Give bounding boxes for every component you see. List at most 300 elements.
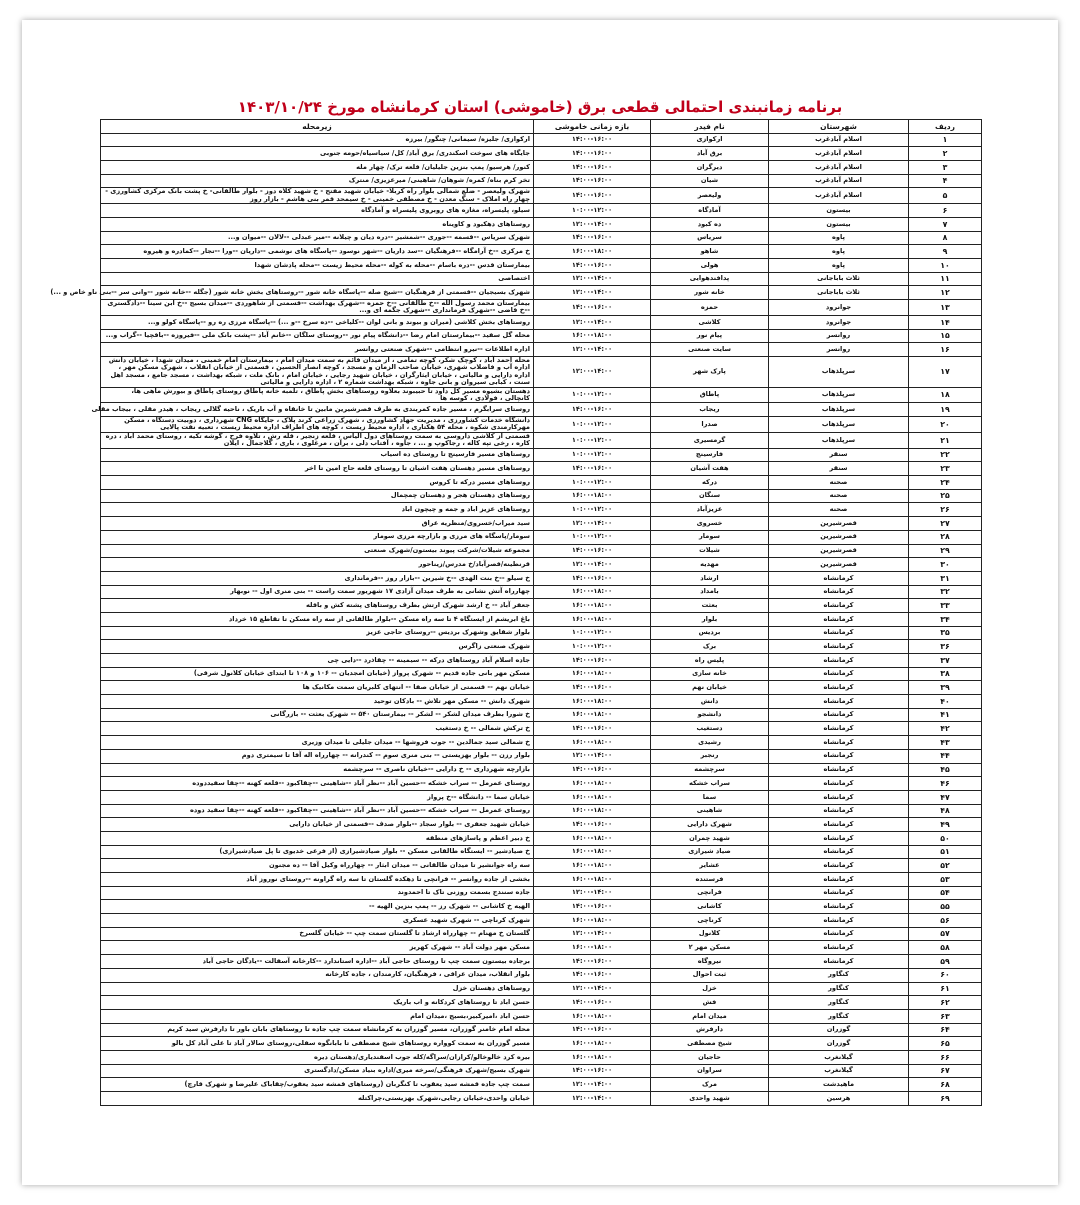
cell-subarea: بازارچه شهرداری -- خ دارایی --خیابان ناصری -- سرچشمه — [101, 763, 534, 777]
table-row — [101, 667, 982, 681]
cell-feeder: صیاد شیرازی — [651, 845, 769, 859]
cell-subarea: تخر کرم بناه/ کمره/ شوهان/ شاهینی/ میرعزیزی/ منترک — [101, 174, 534, 188]
cell-row-number: ۳۱ — [909, 571, 982, 585]
table-row — [101, 571, 982, 585]
cell-feeder: سریاس — [651, 231, 769, 245]
cell-subarea: مسکن مهر بانی جاده قدیم -- شهرک پرواز (خیابان امجدیان -- ۱۰۶ و ۱۰۸ تا ابتدای خیابان کلانول شرقی) — [101, 667, 534, 681]
cell-feeder: دستغیب — [651, 722, 769, 736]
cell-feeder: مرک — [651, 1078, 769, 1092]
cell-subarea: خیابان سما -- دانشگاه --خ پرواز — [101, 790, 534, 804]
cell-subarea: الهیه خ کاشانی -- شهرک رز -- پمپ بنزین الهیه -- — [101, 900, 534, 914]
cell-subarea: اختصاصی — [101, 272, 534, 286]
cell-subarea: گلستان خ مهنام -- چهارراه ارشاد تا گلستان سمت چپ -- خیابان گلسرخ — [101, 927, 534, 941]
cell-subarea: خ سیلو --خ بنت الهدی --خ شیرین --بازار روز --فرمانداری — [101, 571, 534, 585]
cell-row-number: ۴۶ — [909, 777, 982, 791]
cell-feeder: بعثت — [651, 599, 769, 613]
cell-city: کرمانشاه — [769, 790, 909, 804]
table-row — [101, 640, 982, 654]
cell-feeder: دانشجو — [651, 708, 769, 722]
cell-row-number: ۴۱ — [909, 708, 982, 722]
cell-city: کرمانشاه — [769, 571, 909, 585]
cell-time-range: ۱۴:۰۰-۱۶:۰۰ — [534, 722, 651, 736]
cell-time-range: ۱۶:۰۰-۱۸:۰۰ — [534, 736, 651, 750]
cell-city: بیستون — [769, 204, 909, 218]
table-row — [101, 1037, 982, 1051]
column-header-feeder: نام فیدر — [651, 120, 769, 134]
cell-feeder: خانه سازی — [651, 667, 769, 681]
cell-row-number: ۶۷ — [909, 1064, 982, 1078]
cell-subarea: بخشی از جاده روانسر -- فرانچی تا دهکده گلستان تا سه راه گراونه --روستای نوروز آباد — [101, 873, 534, 887]
table-row — [101, 914, 982, 928]
cell-feeder: هولی — [651, 259, 769, 273]
cell-row-number: ۲۵ — [909, 489, 982, 503]
cell-feeder: سایت صنعتی — [651, 343, 769, 357]
table-row — [101, 749, 982, 763]
table-row — [101, 300, 982, 316]
cell-city: کرمانشاه — [769, 763, 909, 777]
cell-row-number: ۴۰ — [909, 695, 982, 709]
cell-subarea: سیلو، پلیسراه، مغازه های روبروی پلیسراه و آمادگاه — [101, 204, 534, 218]
cell-row-number: ۶۲ — [909, 996, 982, 1010]
cell-time-range: ۱۲:۰۰-۱۴:۰۰ — [534, 558, 651, 572]
cell-row-number: ۳۷ — [909, 654, 982, 668]
cell-time-range: ۱۴:۰۰-۱۶:۰۰ — [534, 133, 651, 147]
table-row — [101, 462, 982, 476]
cell-time-range: ۱۰:۰۰-۱۲:۰۰ — [534, 432, 651, 448]
cell-city: کرمانشاه — [769, 941, 909, 955]
cell-subarea: مجموعه شیلات/شرکت پیوند بیستون/شهرک صنعتی — [101, 544, 534, 558]
cell-feeder: رنجبر — [651, 749, 769, 763]
cell-row-number: ۵۵ — [909, 900, 982, 914]
cell-row-number: ۴۳ — [909, 736, 982, 750]
cell-feeder: سما — [651, 790, 769, 804]
cell-subarea: شهرک کرناچی -- شهرک شهید عسکری — [101, 914, 534, 928]
cell-feeder: حمزه — [651, 300, 769, 316]
cell-row-number: ۵۱ — [909, 845, 982, 859]
cell-subarea: شهرک دانش -- مسکن مهر تلاش -- بادکان توحید — [101, 695, 534, 709]
cell-time-range: ۱۴:۰۰-۱۶:۰۰ — [534, 174, 651, 188]
table-row — [101, 1023, 982, 1037]
cell-feeder: ارشاد — [651, 571, 769, 585]
cell-subarea: روستاهای مسیر دهستان هفت اشیان تا روستای قلعه حاج امین تا اخر — [101, 462, 534, 476]
table-row — [101, 188, 982, 204]
cell-city: قصرشیرین — [769, 530, 909, 544]
cell-city: کرمانشاه — [769, 900, 909, 914]
column-header-city: شهرستان — [769, 120, 909, 134]
cell-feeder: کاشانی — [651, 900, 769, 914]
cell-time-range: ۱۲:۰۰-۱۴:۰۰ — [534, 982, 651, 996]
table-row — [101, 231, 982, 245]
table-row — [101, 448, 982, 462]
table-row — [101, 1009, 982, 1023]
cell-subarea: بیمارستان محمد رسول الله --خ طالقانی --خ حمزه --شهرک بهداشت --قسمتی از شاهوردی --میدان بسیج --خ ابن سینا --دادگستری --خ قاضی --شهرک فرمانداری --شهرک جگمه ای و... — [101, 300, 534, 316]
cell-row-number: ۳۶ — [909, 640, 982, 654]
cell-city: کنگاور — [769, 996, 909, 1010]
cell-city: اسلام آبادغرب — [769, 174, 909, 188]
cell-time-range: ۱۲:۰۰-۱۴:۰۰ — [534, 217, 651, 231]
cell-row-number: ۱۳ — [909, 300, 982, 316]
cell-row-number: ۵۹ — [909, 955, 982, 969]
cell-feeder: شاهو — [651, 245, 769, 259]
cell-feeder: فرستنده — [651, 873, 769, 887]
cell-feeder: شیلات — [651, 544, 769, 558]
cell-feeder: خیابان نهم — [651, 681, 769, 695]
cell-city: کرمانشاه — [769, 845, 909, 859]
cell-city: کرمانشاه — [769, 667, 909, 681]
cell-feeder: ارکوازی — [651, 133, 769, 147]
cell-row-number: ۵۶ — [909, 914, 982, 928]
cell-feeder: پاطاق — [651, 387, 769, 403]
cell-feeder: فش — [651, 996, 769, 1010]
cell-time-range: ۱۴:۰۰-۱۶:۰۰ — [534, 996, 651, 1010]
cell-subarea: خ مرکزی --خ آرامگاه --فرهنگیان --سد داریان --شهر نوسود --پاسگاه های نوشمی --داریان --ورا --تجار --کمادره و هیروه — [101, 245, 534, 259]
table-row — [101, 286, 982, 300]
cell-time-range: ۱۶:۰۰-۱۸:۰۰ — [534, 329, 651, 343]
table-row — [101, 476, 982, 490]
cell-time-range: ۱۴:۰۰-۱۶:۰۰ — [534, 462, 651, 476]
cell-time-range: ۱۲:۰۰-۱۴:۰۰ — [534, 927, 651, 941]
cell-time-range: ۱۰:۰۰-۱۲:۰۰ — [534, 387, 651, 403]
table-row — [101, 329, 982, 343]
cell-row-number: ۲۰ — [909, 417, 982, 433]
cell-time-range: ۱۲:۰۰-۱۴:۰۰ — [534, 749, 651, 763]
cell-city: پاوه — [769, 231, 909, 245]
cell-time-range: ۱۶:۰۰-۱۸:۰۰ — [534, 914, 651, 928]
table-row — [101, 695, 982, 709]
cell-row-number: ۵۴ — [909, 886, 982, 900]
cell-row-number: ۱۶ — [909, 343, 982, 357]
cell-feeder: میدان امام — [651, 1009, 769, 1023]
cell-row-number: ۳۰ — [909, 558, 982, 572]
cell-feeder: سراوان — [651, 1064, 769, 1078]
cell-row-number: ۴۲ — [909, 722, 982, 736]
cell-city: کرمانشاه — [769, 777, 909, 791]
cell-feeder: کرناچی — [651, 914, 769, 928]
table-row — [101, 417, 982, 433]
cell-feeder: ریجاب — [651, 403, 769, 417]
cell-subarea: روستاهای دهستان خزل — [101, 982, 534, 996]
cell-row-number: ۴۷ — [909, 790, 982, 804]
cell-city: سرپلذهاب — [769, 432, 909, 448]
cell-subarea: بلوار رزن -- بلوار بهزیستی -- بنی منری سوم -- کندرانه -- چهارراه اله آقا تا سیمتری دوم — [101, 749, 534, 763]
table-row — [101, 489, 982, 503]
cell-feeder: مسکن مهر ۲ — [651, 941, 769, 955]
cell-subarea: شهرک بسیج/شهرک فرهنگی/سرخه میری/اداره بنیاد مسکن/دادگستری — [101, 1064, 534, 1078]
cell-row-number: ۳ — [909, 161, 982, 175]
table-row — [101, 1050, 982, 1064]
cell-time-range: ۱۴:۰۰-۱۶:۰۰ — [534, 654, 651, 668]
cell-feeder: دانش — [651, 695, 769, 709]
cell-subarea: دهستان بشیوه مسیر کل داود تا حبیبوند بعلاوه روستاهای بخش پاطاق ، تلمبه خانه پاطاق روستای پاطاق و بیورش ماهی ها، کانچالی ، فولادی ، کوسه ها — [101, 387, 534, 403]
cell-city: هرسین — [769, 1092, 909, 1106]
cell-row-number: ۲۲ — [909, 448, 982, 462]
cell-subarea: کنور/ هرسیو/ پمپ بنزین جلیلیان/ قلعه ترک/ چهار مله — [101, 161, 534, 175]
cell-subarea: روستاهای دهستان هجر و دهستان چمچمال — [101, 489, 534, 503]
table-header-row — [101, 120, 982, 134]
cell-city: کرمانشاه — [769, 818, 909, 832]
cell-feeder: نیروگاه — [651, 955, 769, 969]
table-row — [101, 654, 982, 668]
cell-row-number: ۱۴ — [909, 315, 982, 329]
table-row — [101, 790, 982, 804]
cell-feeder: صدرا — [651, 417, 769, 433]
schedule-table — [50, 119, 982, 1106]
cell-row-number: ۲۱ — [909, 432, 982, 448]
cell-time-range: ۱۰:۰۰-۱۲:۰۰ — [534, 626, 651, 640]
cell-city: قصرشیرین — [769, 517, 909, 531]
cell-city: کرمانشاه — [769, 736, 909, 750]
cell-city: پاوه — [769, 245, 909, 259]
table-row — [101, 982, 982, 996]
table-row — [101, 859, 982, 873]
cell-city: کرمانشاه — [769, 873, 909, 887]
cell-time-range: ۱۴:۰۰-۱۶:۰۰ — [534, 300, 651, 316]
cell-city: کرمانشاه — [769, 927, 909, 941]
cell-subarea: شهرک صنعتی زاگرس — [101, 640, 534, 654]
table-row — [101, 259, 982, 273]
cell-row-number: ۳۴ — [909, 612, 982, 626]
cell-subarea: چهارراه آتش نشانی به طرف میدان آزادی ۱۷ شهریور سمت راست -- بنی منری اول -- نوبهار — [101, 585, 534, 599]
cell-time-range: ۱۶:۰۰-۱۸:۰۰ — [534, 1037, 651, 1051]
page-title: برنامه زمانبندی احتمالی قطعی برق (خاموشی) استان کرمانشاه مورخ ۱۴۰۳/۱۰/۲۴ — [237, 98, 843, 116]
cell-subarea: حسن اباد تا روستاهای کردکانه و اب باریک — [101, 996, 534, 1010]
cell-city: گوزران — [769, 1023, 909, 1037]
cell-row-number: ۳۵ — [909, 626, 982, 640]
table-row — [101, 612, 982, 626]
cell-row-number: ۶۶ — [909, 1050, 982, 1064]
cell-time-range: ۱۴:۰۰-۱۶:۰۰ — [534, 259, 651, 273]
cell-city: قصرشیرین — [769, 558, 909, 572]
table-row — [101, 217, 982, 231]
table-row — [101, 558, 982, 572]
cell-feeder: آمادگاه — [651, 204, 769, 218]
cell-city: گیلانغرب — [769, 1050, 909, 1064]
cell-city: کرمانشاه — [769, 681, 909, 695]
table-row — [101, 245, 982, 259]
cell-row-number: ۶۵ — [909, 1037, 982, 1051]
cell-time-range: ۱۴:۰۰-۱۶:۰۰ — [534, 1064, 651, 1078]
cell-row-number: ۶ — [909, 204, 982, 218]
cell-city: کرمانشاه — [769, 654, 909, 668]
cell-row-number: ۱۰ — [909, 259, 982, 273]
cell-subarea: خ شمالی سید جمالدین -- جوب فروشها -- میدان جلیلی تا میدان وزیری — [101, 736, 534, 750]
cell-row-number: ۴۴ — [909, 749, 982, 763]
cell-row-number: ۱۵ — [909, 329, 982, 343]
cell-row-number: ۵۸ — [909, 941, 982, 955]
cell-subarea: بیمارستان قدس --دره باسام --محله به کوله --محله محیط زیست --محله پادشان شهدا — [101, 259, 534, 273]
cell-subarea: روستای عمرمل -- سراب خشکه --حسین آباد --نظر آباد --شاهینی --چقاکبود --قلعه کهنه --چقا سفیددوده — [101, 777, 534, 791]
cell-time-range: ۱۶:۰۰-۱۸:۰۰ — [534, 245, 651, 259]
cell-feeder: مهدیه — [651, 558, 769, 572]
cell-time-range: ۱۶:۰۰-۱۸:۰۰ — [534, 612, 651, 626]
table-row — [101, 831, 982, 845]
cell-feeder: شاهینی — [651, 804, 769, 818]
table-row — [101, 530, 982, 544]
cell-city: کنگاور — [769, 982, 909, 996]
table-row — [101, 886, 982, 900]
table-row — [101, 432, 982, 448]
cell-row-number: ۵۳ — [909, 873, 982, 887]
table-row — [101, 517, 982, 531]
cell-city: کرمانشاه — [769, 955, 909, 969]
cell-subarea: روستاهای مسیر فارسینج تا روستای ده اسیاب — [101, 448, 534, 462]
cell-subarea: محله گل سفید --بیمارستان امام رضا --دانشگاه پیام نور --روستای سلگان --خانم آباد --پشت بانک ملی --فیروزه --باقچیا --گراب و... — [101, 329, 534, 343]
cell-row-number: ۸ — [909, 231, 982, 245]
cell-subarea: محله احمد آباد ، کوچک شکر، کوچه تمامی ، از میدان قائم به سمت میدان امام ، بیمارستان امام خمینی ، میدان شهدا ، خیابان دانش اداره آب و فاضلاب شهری، خیابان صاحب الزمان و مسجد ، کوچه انصار الحسین ، قسمتی از خیابان انقلاب ، شهرک مسکن مهر ، اداره دارایی و مالیاتی ، خیابان ایثارگران ، خیابان شهید رجایی ، خیابان امام ، بانک ملت ، شبکه بهداشت ، مسجد جامع ، مسجد اهل سنت ، کبابی سیروان و بانی جاوه ، شبکه بهداشت شماره ۲ ، اداره دارایی و مالیاتی — [101, 356, 534, 387]
cell-city: قصرشیرین — [769, 544, 909, 558]
table-row — [101, 133, 982, 147]
cell-time-range: ۱۴:۰۰-۱۶:۰۰ — [534, 403, 651, 417]
cell-city: کرمانشاه — [769, 831, 909, 845]
cell-time-range: ۱۲:۰۰-۱۴:۰۰ — [534, 286, 651, 300]
table-row — [101, 968, 982, 982]
cell-city: ثلاث باباجانی — [769, 286, 909, 300]
table-row — [101, 174, 982, 188]
cell-feeder: سومار — [651, 530, 769, 544]
cell-row-number: ۱۸ — [909, 387, 982, 403]
cell-row-number: ۶۰ — [909, 968, 982, 982]
cell-time-range: ۱۶:۰۰-۱۸:۰۰ — [534, 599, 651, 613]
cell-row-number: ۵۷ — [909, 927, 982, 941]
cell-row-number: ۲۴ — [909, 476, 982, 490]
cell-feeder: گرمسیری — [651, 432, 769, 448]
cell-row-number: ۴۸ — [909, 804, 982, 818]
cell-city: ثلاث باباجانی — [769, 272, 909, 286]
cell-subarea: بیره کرد خالوخالو/کرازان/سراگه/کله جوب اسفندیاری/دهستان دیره — [101, 1050, 534, 1064]
cell-subarea: خیابان شهید جعفری -- بلوار سجاد --بلوار صدف --قسمتی از خیابان دارایی — [101, 818, 534, 832]
cell-row-number: ۲۶ — [909, 503, 982, 517]
cell-subarea: حسن اباد ،امیرکبیر،بسیج ،میدان امام — [101, 1009, 534, 1023]
cell-subarea: خیابان نهم -- قسمتی از خیابان صفا -- انتهای کلبریان سمت مکانیک ها — [101, 681, 534, 695]
cell-feeder: شیخ مصطفی — [651, 1037, 769, 1051]
cell-subarea: روستاهای مسیر درکه تا کروس — [101, 476, 534, 490]
cell-city: کرمانشاه — [769, 585, 909, 599]
cell-feeder: ثبت احوال — [651, 968, 769, 982]
cell-time-range: ۱۲:۰۰-۱۴:۰۰ — [534, 356, 651, 387]
cell-time-range: ۱۶:۰۰-۱۸:۰۰ — [534, 804, 651, 818]
cell-feeder: پارک شهر — [651, 356, 769, 387]
cell-subarea: قسمتی از کلاشی داروسی به سمت روستاهای دول الیاس ، قلعه زنجیر ، قله رش ، تلاوه فرح ، گوشه تکیه ، روستای محمد اباد ، دره کاره ، رخی تپه کاله ، رجاکوپ و ... ، جاوه ، آفتاب دلی ، برآن ، مرغلوی ، باری ، گلاجمال ، ایلان — [101, 432, 534, 448]
cell-row-number: ۱۹ — [909, 403, 982, 417]
table-row — [101, 356, 982, 387]
cell-time-range: ۱۴:۰۰-۱۶:۰۰ — [534, 147, 651, 161]
cell-city: کرمانشاه — [769, 626, 909, 640]
cell-row-number: ۷ — [909, 217, 982, 231]
cell-city: گوزران — [769, 1037, 909, 1051]
cell-city: سرپلذهاب — [769, 403, 909, 417]
table-row — [101, 681, 982, 695]
cell-feeder: فارسینج — [651, 448, 769, 462]
cell-row-number: ۵۰ — [909, 831, 982, 845]
cell-subarea: جعفر آباد -- خ ارشد شهرک ارتش بطرف روستاهای پشته کش و باقله — [101, 599, 534, 613]
cell-city: کرمانشاه — [769, 859, 909, 873]
cell-subarea: بلوار شقایق وشهرک بردیس --روستای حاجی عزیز — [101, 626, 534, 640]
cell-time-range: ۱۴:۰۰-۱۶:۰۰ — [534, 571, 651, 585]
cell-time-range: ۱۰:۰۰-۱۲:۰۰ — [534, 204, 651, 218]
cell-feeder: خسروی — [651, 517, 769, 531]
cell-city: کرمانشاه — [769, 599, 909, 613]
cell-city: کرمانشاه — [769, 708, 909, 722]
cell-city: صحنه — [769, 503, 909, 517]
cell-feeder: دارفرش — [651, 1023, 769, 1037]
cell-subarea: دانشگاه خدمات کشاورزی ، مدیریت جهاد کشاورزی ، شهرک زراعی کرند پلاک ، جایگاه CNG شهرداری ، دوبیت دستگاه ، مسکن مهرکارمندی شکوه ، محله ۵۴ هکتاری ، اداره محیط زیست ، کوچه های اطراف اداره محیط زیست ، تعبیه نفت پالایی — [101, 417, 534, 433]
column-header-time: بازه زمانی خاموشی — [534, 120, 651, 134]
table-row — [101, 708, 982, 722]
table-row — [101, 777, 982, 791]
cell-time-range: ۱۴:۰۰-۱۶:۰۰ — [534, 681, 651, 695]
cell-time-range: ۱۰:۰۰-۱۲:۰۰ — [534, 476, 651, 490]
cell-city: بیستون — [769, 217, 909, 231]
cell-subarea: محله امام خامنر گوزران، مسیر گوزران به کرمانشاه سمت چپ جاده تا روستاهای بابان باور تا دارفرش سید کریم — [101, 1023, 534, 1037]
cell-feeder: شهرک دارایی — [651, 818, 769, 832]
table-row — [101, 161, 982, 175]
cell-time-range: ۱۴:۰۰-۱۶:۰۰ — [534, 544, 651, 558]
cell-time-range: ۱۶:۰۰-۱۸:۰۰ — [534, 585, 651, 599]
cell-feeder: خزل — [651, 982, 769, 996]
table-row — [101, 996, 982, 1010]
cell-city: اسلام آبادغرب — [769, 188, 909, 204]
cell-city: کرمانشاه — [769, 640, 909, 654]
cell-row-number: ۱ — [909, 133, 982, 147]
table-row — [101, 204, 982, 218]
cell-row-number: ۲۸ — [909, 530, 982, 544]
cell-time-range: ۱۴:۰۰-۱۶:۰۰ — [534, 1023, 651, 1037]
table-row — [101, 403, 982, 417]
cell-subarea: ارکوازی/ جلیزه/ سیمانی/ چنگور/ بیرزه — [101, 133, 534, 147]
cell-city: کرمانشاه — [769, 722, 909, 736]
cell-row-number: ۲۹ — [909, 544, 982, 558]
table-row — [101, 387, 982, 403]
table-row — [101, 272, 982, 286]
cell-feeder: فرانچی — [651, 886, 769, 900]
table-row — [101, 763, 982, 777]
cell-feeder: حاجیان — [651, 1050, 769, 1064]
cell-feeder: کلانول — [651, 927, 769, 941]
cell-time-range: ۱۶:۰۰-۱۸:۰۰ — [534, 777, 651, 791]
cell-subarea: جایگاه های سوخت اسکندری/ برق آباد/ کل/ سیاسیاه/حومه جنوبی — [101, 147, 534, 161]
cell-time-range: ۱۶:۰۰-۱۸:۰۰ — [534, 831, 651, 845]
cell-time-range: ۱۶:۰۰-۱۸:۰۰ — [534, 695, 651, 709]
table-row — [101, 804, 982, 818]
cell-feeder: سرچشمه — [651, 763, 769, 777]
cell-row-number: ۱۲ — [909, 286, 982, 300]
cell-time-range: ۱۶:۰۰-۱۸:۰۰ — [534, 1009, 651, 1023]
cell-feeder: برک — [651, 640, 769, 654]
cell-subarea: اداره اطلاعات --نیرو انتظامی --شهرک صنعتی روانسر — [101, 343, 534, 357]
cell-row-number: ۳۳ — [909, 599, 982, 613]
cell-city: جوانرود — [769, 315, 909, 329]
cell-feeder: بامداد — [651, 585, 769, 599]
cell-time-range: ۱۶:۰۰-۱۸:۰۰ — [534, 708, 651, 722]
cell-subarea: سومار/پاسگاه های مرزی و بازارچه مرزی سومار — [101, 530, 534, 544]
cell-city: سرپلذهاب — [769, 387, 909, 403]
cell-subarea: بلوار انقلاب، میدان عراقی ، فرهنگیان، کارمندان ، جاده کارخانه — [101, 968, 534, 982]
cell-feeder: ولیعصر — [651, 188, 769, 204]
cell-time-range: ۱۲:۰۰-۱۴:۰۰ — [534, 315, 651, 329]
cell-time-range: ۱۰:۰۰-۱۲:۰۰ — [534, 503, 651, 517]
cell-row-number: ۶۹ — [909, 1092, 982, 1106]
cell-subarea: خ شورا بطرف میدان لشکر -- لشکر -- بیمارستان ۵۴۰ -- شهرک بعثت -- بازرگانی — [101, 708, 534, 722]
column-header-row-number: ردیف — [909, 120, 982, 134]
cell-row-number: ۶۸ — [909, 1078, 982, 1092]
cell-subarea: مسیر گوزران به سمت کوواره روستاهای شیخ مصطفی تا بابانگوه سفلی،روستای سالار آباد تا علی آباد کل بالو — [101, 1037, 534, 1051]
table-row — [101, 343, 982, 357]
cell-row-number: ۶۱ — [909, 982, 982, 996]
table-row — [101, 1064, 982, 1078]
table-row — [101, 941, 982, 955]
cell-subarea: شهرک ولیعصر - ضلع شمالی بلوار راه کربلا- خیابان شهید مفتح - خ شهید کلاه دوز - بلوار طالقانی- خ پشت بانک مرکزی کشاورزی - چهار راه املاک - سنگ معدن - خ مصطفی خمینی - خ سیمحد قمر بنی هاشم - بازار روز — [101, 188, 534, 204]
table-row — [101, 315, 982, 329]
